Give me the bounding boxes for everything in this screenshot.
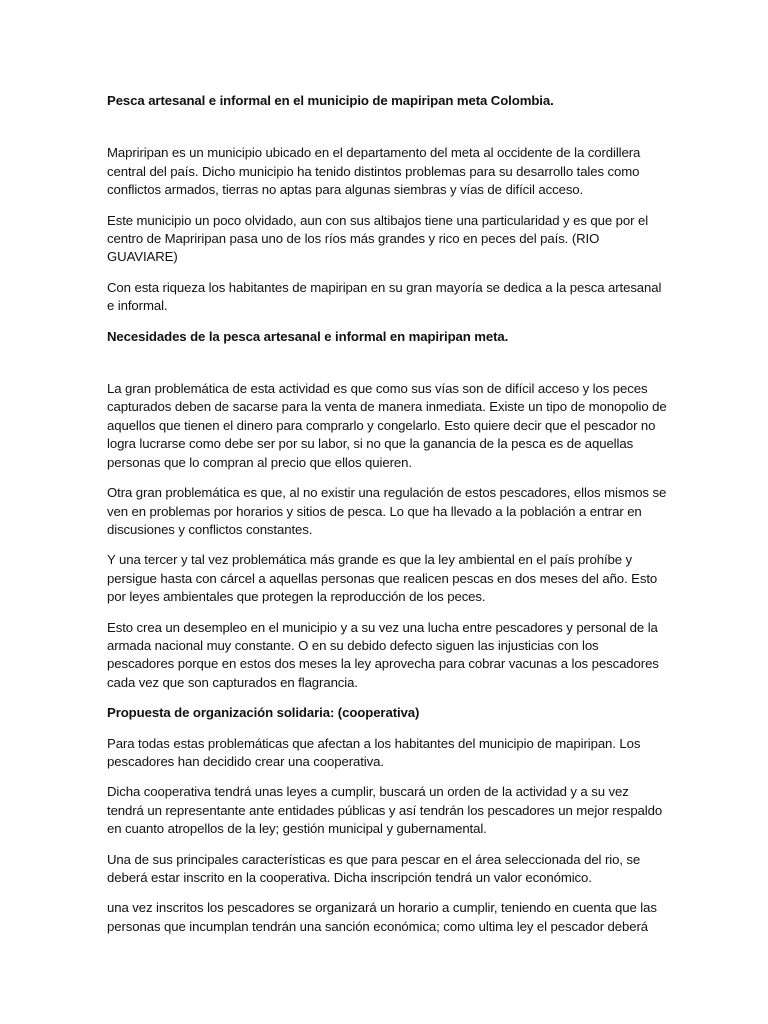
paragraph-propuesta-3: Una de sus principales características es que para pescar en el área seleccionada del rio, se deberá estar inscrito en la cooperativa. Dicha inscripción tendrá un valor económico. bbox=[107, 851, 641, 885]
paragraph-propuesta-1: Para todas estas problemáticas que afectan a los habitantes del municipio de mapiripan. Los pescadores han decidido crear una cooperativa. bbox=[107, 735, 641, 769]
paragraph-propuesta-4: una vez inscritos los pescadores se organizará un horario a cumplir, teniendo en cuenta que las personas que incumplan tendrán una sanción económica; como ultima ley el pescador deberá bbox=[107, 900, 657, 934]
paragraph-intro-3: Con esta riqueza los habitantes de mapiripan en su gran mayoría se dedica a la pesca artesanal e informal. bbox=[107, 279, 662, 314]
document-title: Pesca artesanal e informal en el municipio de mapiripan meta Colombia. bbox=[107, 93, 554, 108]
paragraph-propuesta-2: Dicha cooperativa tendrá unas leyes a cumplir, buscará un orden de la actividad y a su vez tendrá un representante ante entidades públicas y así tendrán los pescadores un mejor respaldo en cuanto atropellos de la ley; gestión municipal y gubernamental. bbox=[107, 784, 663, 837]
paragraph-necesidades-2: Otra gran problemática es que, al no existir una regulación de estos pescadores, ellos mismos se ven en problemas por horarios y sitios de pesca. Lo que ha llevado a la población a entrar en discusiones y conflictos constantes. bbox=[107, 485, 667, 537]
paragraph-necesidades-4: Esto crea un desempleo en el municipio y a su vez una lucha entre pescadores y personal de la armada nacional muy constante. O en su debido defecto siguen las injusticias con los pescadores porque en estos dos meses la ley aprovecha para cobrar vacunas a los pescadores cada vez que son capturados en flagrancia. bbox=[107, 619, 659, 690]
heading-propuesta: Propuesta de organización solidaria: (cooperativa) bbox=[107, 705, 420, 721]
paragraph-necesidades-3: Y una tercer y tal vez problemática más grande es que la ley ambiental en el país prohíbe y persigue hasta con cárcel a aquellas personas que realicen pescas en dos meses del año. Esto por leyes ambientales que protegen la reproducción de los peces. bbox=[107, 552, 658, 605]
heading-necesidades: Necesidades de la pesca artesanal e informal en mapiripan meta. bbox=[107, 328, 509, 344]
paragraph-intro-1: Mapriripan es un municipio ubicado en el departamento del meta al occidente de la cordillera central del país. Dicho municipio ha tenido distintos problemas para su desarrollo tales como conflictos armados, tierras no aptas para algunas siembras y vías de difícil acceso. bbox=[107, 145, 641, 198]
paragraph-intro-2: Este municipio un poco olvidado, aun con sus altibajos tiene una particularidad y es que por el centro de Mapriripan pasa uno de los ríos más grandes y rico en peces del país. (RIO GUAVIARE) bbox=[107, 212, 649, 265]
paragraph-necesidades-1: La gran problemática de esta actividad es que como sus vías son de difícil acceso y los peces capturados deben de sacarse para la venta de manera inmediata. Existe un tipo de monopolio de aquellos que tienen el dinero para comprarlo y congelarlo. Esto quiere decir que el pescador no logra lucrarse como debe ser por su labor, si no que la ganancia de la pesca es de aquellas personas que lo compran al precio que ellos quieren. bbox=[107, 381, 667, 470]
